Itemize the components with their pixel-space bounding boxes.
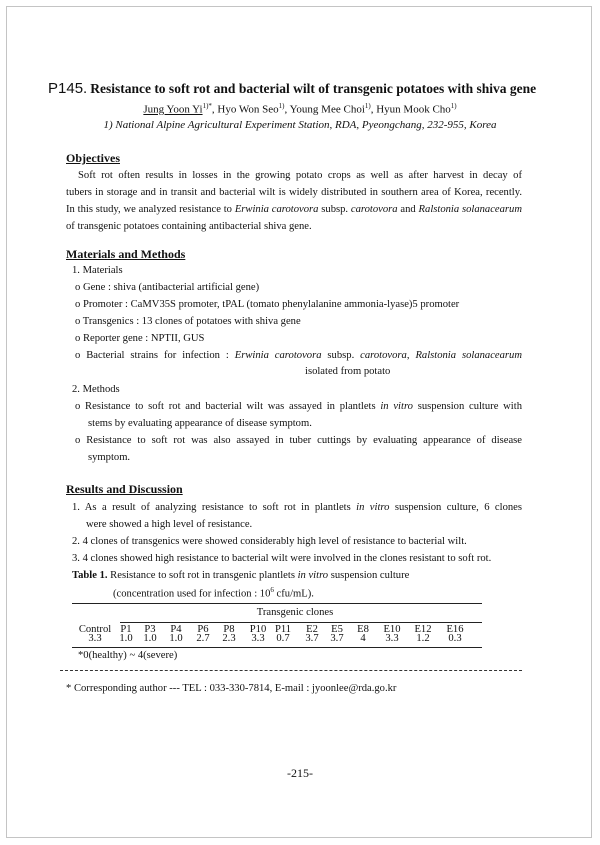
table-column-header: E16 xyxy=(446,624,464,635)
table-column-header: P6 xyxy=(197,624,209,635)
table-cell: 0.3 xyxy=(448,633,462,644)
caption-text: Resistance to soft rot in transgenic plantlets xyxy=(107,570,298,581)
table-group-header: Transgenic clones xyxy=(256,607,334,618)
table-cell: 4 xyxy=(360,633,366,644)
material-item: o Transgenics : 13 clones of potatoes with shiva gene xyxy=(75,316,301,327)
caption-text: suspension culture xyxy=(328,570,410,581)
author-4-mark: 1) xyxy=(450,102,457,110)
page-number: -215- xyxy=(287,766,313,780)
species-name: Erwinia carotovora xyxy=(234,350,322,361)
table-cell: 1.0 xyxy=(169,633,183,644)
table-cell: 1.0 xyxy=(119,633,133,644)
strains-text: , xyxy=(406,350,416,361)
objectives-heading: Objectives xyxy=(66,151,120,165)
objectives-line: of transgenic potatoes containing antibacterial shiva gene. xyxy=(66,221,312,232)
author-3-mark: 1) xyxy=(364,102,371,110)
results-heading: Results and Discussion xyxy=(66,482,183,496)
material-item: o Reporter gene : NPTII, GUS xyxy=(75,333,205,344)
table-top-rule xyxy=(72,603,482,604)
table-cell: 3.3 xyxy=(385,633,399,644)
table-caption-line-2 xyxy=(113,586,314,600)
table-cell: 3.7 xyxy=(305,633,319,644)
table-caption xyxy=(72,570,409,581)
table-column-header: P3 xyxy=(144,624,156,635)
strains-text: o Bacterial strains for infection : xyxy=(75,350,235,361)
table-column-header: E10 xyxy=(383,624,401,635)
method-item-continued: stems by evaluating appearance of disease symptom. xyxy=(88,418,312,429)
author-list xyxy=(0,102,600,116)
objectives-text: subsp. xyxy=(318,204,351,215)
table-cell: 3.3 xyxy=(251,633,265,644)
table-column-header: E12 xyxy=(414,624,432,635)
result-text: suspension culture, 6 clones xyxy=(389,502,522,513)
table-column-header: P10 xyxy=(249,624,267,635)
corresponding-author: * Corresponding author --- TEL : 033-330-7814, E-mail : jyoonlee@rda.go.kr xyxy=(66,683,397,694)
author-3: , Young Mee Choi xyxy=(284,103,365,116)
footnote-separator xyxy=(60,670,522,671)
author-2: , Hyo Won Seo xyxy=(211,103,279,116)
table-cell: 0.7 xyxy=(276,633,290,644)
result-item-continued: were showed a high level of resistance. xyxy=(86,519,253,530)
paper-title-row xyxy=(48,80,536,97)
table-cell: 3.7 xyxy=(330,633,344,644)
objectives-line: tubers in storage and in transit and bacterial wilt is widely distributed in southern area of Korea, recently. xyxy=(66,187,522,198)
caption-text: cfu/mL). xyxy=(273,588,314,600)
objectives-body xyxy=(66,167,522,235)
affiliation: 1) National Alpine Agricultural Experiment Station, RDA, Pyeongchang, 232-955, Korea xyxy=(103,119,497,131)
objectives-line: Soft rot often results in losses in the growing potato crops as well as after harvest in decay of xyxy=(78,170,522,181)
table-note: *0(healthy) ~ 4(severe) xyxy=(78,650,178,661)
method-item: o Resistance to soft rot was also assayed in tuber cuttings by evaluating appearance of disease xyxy=(75,435,522,446)
strains-text: subsp. xyxy=(321,350,361,361)
method-item xyxy=(75,401,522,412)
author-1-mark: 1)* xyxy=(202,102,212,110)
table-column-header: E8 xyxy=(357,624,369,635)
table-column-header: P4 xyxy=(170,624,182,635)
table-group-rule xyxy=(120,622,482,623)
objectives-text: and xyxy=(397,204,419,215)
species-name: carotovora xyxy=(360,350,407,361)
result-item: 3. 4 clones showed high resistance to bacterial wilt were involved in the clones resistant to soft rot. xyxy=(72,553,492,564)
table-column-header: E2 xyxy=(306,624,318,635)
species-name: Ralstonia solanacearum xyxy=(415,350,523,361)
material-item-strains xyxy=(75,350,522,361)
poster-code: P145. xyxy=(48,80,88,97)
result-italic: in vitro xyxy=(356,502,390,513)
method-italic: in vitro xyxy=(380,401,413,412)
objectives-line xyxy=(66,201,522,218)
materials-subheading: 1. Materials xyxy=(72,265,123,276)
species-name: Erwinia carotovora xyxy=(234,204,319,215)
material-item: o Promoter : CaMV35S promoter, tPAL (tomato phenylalanine ammonia-lyase)5 promoter xyxy=(75,299,460,310)
table-column-header: Control xyxy=(78,624,112,635)
author-4: , Hyun Mook Cho xyxy=(370,103,451,116)
result-text: 1. As a result of analyzing resistance to soft rot in plantlets xyxy=(72,502,357,513)
table-label: Table 1. xyxy=(72,570,108,581)
result-item: 2. 4 clones of transgenics were showed considerably high level of resistance to bacterial wilt. xyxy=(72,536,467,547)
objectives-text: In this study, we analyzed resistance to xyxy=(66,204,235,215)
species-name: carotovora xyxy=(350,204,398,215)
table-cell: 2.7 xyxy=(196,633,210,644)
table-column-header: P8 xyxy=(223,624,235,635)
material-item: o Gene : shiva (antibacterial artificial gene) xyxy=(75,282,260,293)
method-item-continued: symptom. xyxy=(88,452,131,463)
table-cell: 2.3 xyxy=(222,633,236,644)
result-item xyxy=(72,502,522,513)
table-cell: 3.3 xyxy=(88,633,102,644)
table-column-header: E5 xyxy=(331,624,343,635)
table-bottom-rule xyxy=(72,647,482,648)
table-cell: 1.2 xyxy=(416,633,430,644)
caption-text: (concentration used for infection : 10 xyxy=(113,588,271,600)
author-1: Jung Yoon Yi xyxy=(143,103,203,116)
paper-title: Resistance to soft rot and bacterial wilt of transgenic potatoes with shiva gene xyxy=(90,81,537,96)
table-column-header: P11 xyxy=(274,624,292,635)
caption-italic: in vitro xyxy=(297,570,329,581)
caption-exponent: 6 xyxy=(270,586,274,594)
strains-line-2: isolated from potato xyxy=(305,366,391,377)
table-cell: 1.0 xyxy=(143,633,157,644)
method-text: suspension culture with xyxy=(412,401,522,412)
species-name: Ralstonia solanacearum xyxy=(418,204,523,215)
methods-subheading: 2. Methods xyxy=(72,384,120,395)
table-column-header: P1 xyxy=(120,624,132,635)
method-text: o Resistance to soft rot and bacterial wilt was assayed in plantlets xyxy=(75,401,381,412)
author-2-mark: 1) xyxy=(278,102,285,110)
methods-heading: Materials and Methods xyxy=(66,247,186,261)
